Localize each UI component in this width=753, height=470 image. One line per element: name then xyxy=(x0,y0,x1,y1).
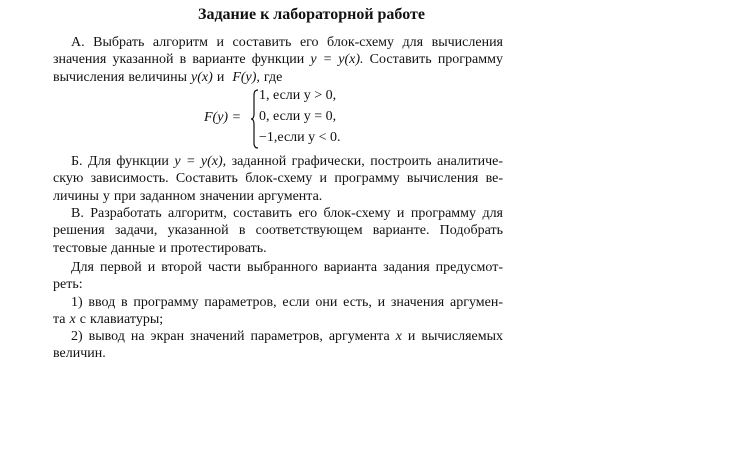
part-v-line-1-text: В. Разработать алгоритм, составить его блок-схему и программу для xyxy=(71,206,503,221)
requirements-line-1-text: Для первой и второй части выбранного варианта задания предусмот- xyxy=(71,260,503,275)
part-v-paragraph xyxy=(53,205,503,257)
formula-case-2: 0, если y = 0, xyxy=(259,109,337,124)
part-b-line-1-tail: заданной графически, построить аналитиче- xyxy=(231,154,504,169)
part-a-line-2 xyxy=(53,51,503,68)
requirements-line-1 xyxy=(53,259,503,276)
requirements-paragraph xyxy=(53,259,503,363)
requirements-item-1-line-2 xyxy=(53,311,503,328)
requirements-item-1-line-1 xyxy=(53,294,503,311)
requirements-item-2-tail: и вычисляемых xyxy=(407,329,504,345)
part-a-line-3 xyxy=(53,69,503,86)
formula-case-3: −1,если y < 0. xyxy=(259,130,341,145)
part-a-paragraph xyxy=(53,34,503,86)
formula-case-1: 1, если y > 0, xyxy=(259,88,337,103)
part-b-line-1 xyxy=(53,153,503,170)
part-a-line-1-text: А. Выбрать алгоритм и составить его блок-схему для вычисления xyxy=(71,35,503,50)
part-a-line-2-tail: Составить программу xyxy=(369,52,503,68)
part-b-paragraph xyxy=(53,153,503,205)
requirements-item-1-x: x xyxy=(69,311,76,327)
part-a-line-1 xyxy=(53,34,503,51)
part-v-line-3: тестовые данные и протестировать. xyxy=(53,240,267,256)
requirements-item-2-line-1 xyxy=(53,328,503,345)
formula-lhs: F(y) = xyxy=(204,110,242,125)
piecewise-formula xyxy=(204,88,364,150)
part-b-line-3: личины y при заданном значении аргумента. xyxy=(53,188,323,204)
part-b-line-2: скую зависимость. Составить блок-схему и программу вычисления ве- xyxy=(53,171,503,187)
requirements-item-2-line-2: величин. xyxy=(53,346,106,362)
requirements-line-2: реть: xyxy=(53,277,83,293)
part-a-line-3-tail: где xyxy=(263,69,283,85)
part-a-line-3-text: вычисления величины xyxy=(53,69,188,85)
part-a-yx: y(x) xyxy=(191,69,213,85)
document-title: Задание к лабораторной работе xyxy=(198,6,425,23)
part-v-line-1 xyxy=(53,205,503,222)
part-b-line-1-head: Б. Для функции xyxy=(71,154,169,169)
requirements-item-1-text: 1) ввод в программу параметров, если они есть, и значения аргумен- xyxy=(71,294,503,310)
part-v-line-2: решения задачи, указанной в соответствующем варианте. Подобрать xyxy=(53,223,503,239)
requirements-item-1-head: та xyxy=(53,311,66,327)
requirements-item-2-head: 2) вывод на экран значений параметров, аргумента xyxy=(71,329,390,345)
requirements-item-1-tail: с клавиатуры; xyxy=(79,311,164,327)
part-a-line-2-text: значения указанной в варианте функции xyxy=(53,52,305,68)
part-a-fy: F(y), xyxy=(232,69,260,85)
requirements-item-2-x: x xyxy=(395,329,402,345)
part-b-function-formula: y = y(x), xyxy=(174,154,227,169)
part-a-function-formula: y = y(x). xyxy=(310,52,364,68)
part-a-and: и xyxy=(216,69,225,85)
